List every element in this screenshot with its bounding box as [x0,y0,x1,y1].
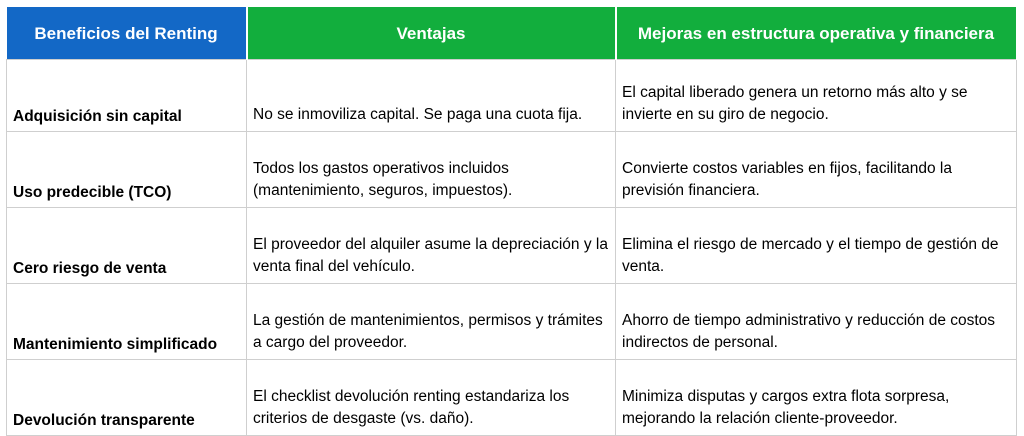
table-row [7,284,1017,360]
advantage-cell: No se inmoviliza capital. Se paga una cuota fija. [247,60,616,132]
benefit-cell: Adquisición sin capital [7,60,247,132]
benefit-cell: Uso predecible (TCO) [7,132,247,208]
header-advantages: Ventajas [247,7,616,60]
header-benefits: Beneficios del Renting [7,7,247,60]
improvement-cell: Ahorro de tiempo administrativo y reducción de costos indirectos de personal. [616,284,1017,360]
improvement-cell: Elimina el riesgo de mercado y el tiempo de gestión de venta. [616,208,1017,284]
renting-benefits-table [6,7,1018,436]
table-body [7,60,1017,436]
benefit-cell: Devolución transparente [7,360,247,436]
benefit-cell: Cero riesgo de venta [7,208,247,284]
renting-benefits-table-container [6,7,1016,436]
benefit-cell: Mantenimiento simplificado [7,284,247,360]
table-row [7,360,1017,436]
table-row [7,132,1017,208]
table-row [7,60,1017,132]
table-row [7,208,1017,284]
table-header [7,7,1017,60]
advantage-cell: La gestión de mantenimientos, permisos y trámites a cargo del proveedor. [247,284,616,360]
advantage-cell: El proveedor del alquiler asume la depreciación y la venta final del vehículo. [247,208,616,284]
advantage-cell: El checklist devolución renting estandariza los criterios de desgaste (vs. daño). [247,360,616,436]
improvement-cell: Convierte costos variables en fijos, facilitando la previsión financiera. [616,132,1017,208]
improvement-cell: Minimiza disputas y cargos extra flota sorpresa, mejorando la relación cliente-proveedor. [616,360,1017,436]
advantage-cell: Todos los gastos operativos incluidos (mantenimiento, seguros, impuestos). [247,132,616,208]
improvement-cell: El capital liberado genera un retorno más alto y se invierte en su giro de negocio. [616,60,1017,132]
header-row [7,7,1017,60]
header-improvements: Mejoras en estructura operativa y financiera [616,7,1017,60]
